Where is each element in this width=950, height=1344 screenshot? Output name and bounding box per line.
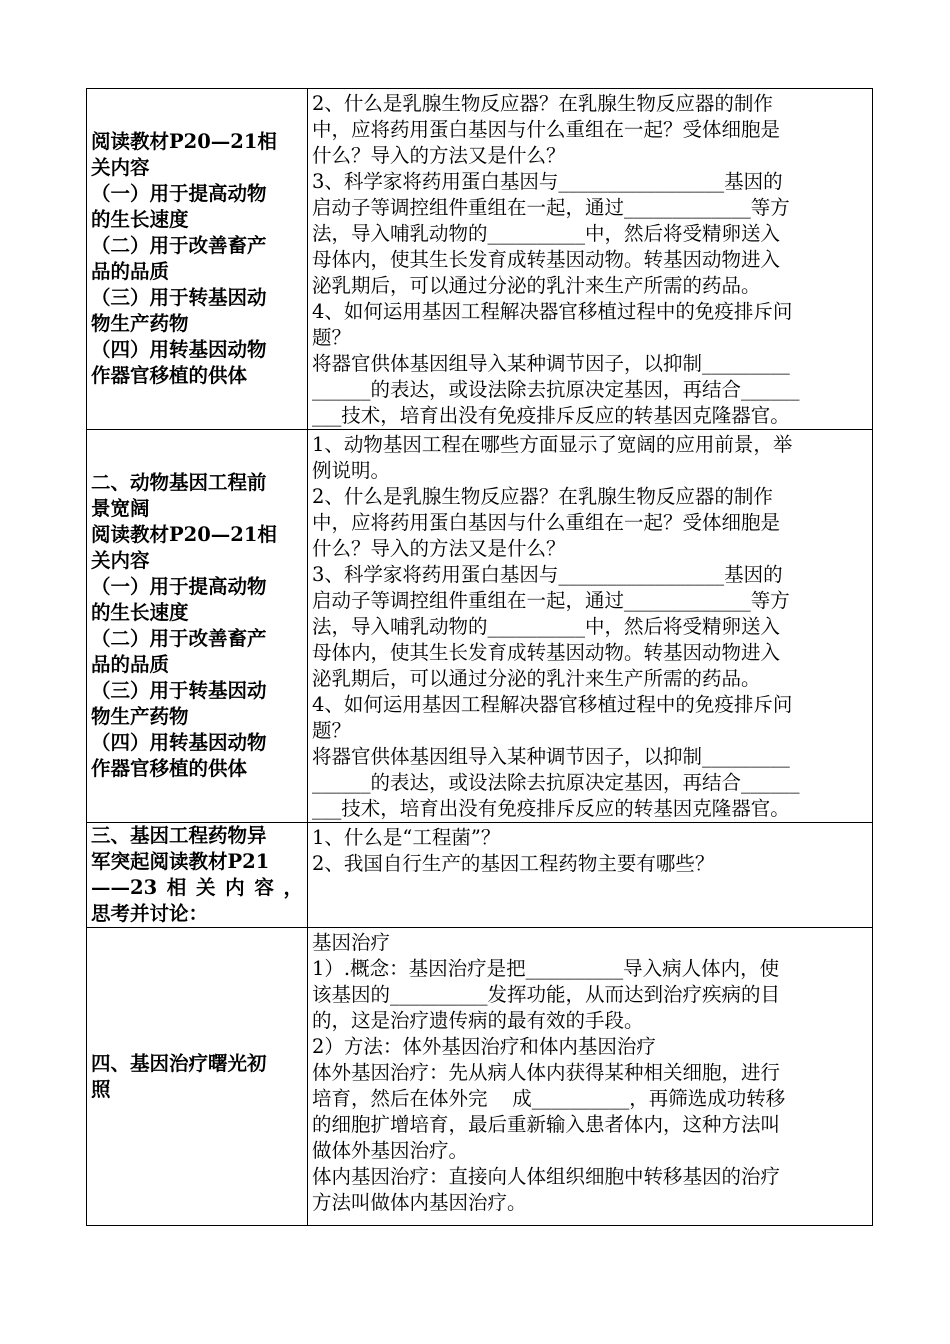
text-line: 法，导入哺乳动物的__________中，然后将受精卵送入 [312,615,781,638]
text-line: （一）用于提高动物 [91,182,267,205]
text-line: 将器官供体基因组导入某种调节因子，以抑制_________ [312,352,790,375]
text-line: 2、我国自行生产的基因工程药物主要有哪些？ [312,852,715,875]
text-line: 什么？导入的方法又是什么？ [312,144,566,167]
text-line: 物生产药物 [91,705,189,728]
text-line: ——23相关内容， [91,876,303,899]
text-line: 将器官供体基因组导入某种调节因子，以抑制_________ [312,745,790,768]
text-line: 关内容 [91,156,150,179]
text-line: 例说明。 [312,459,391,482]
text-line: （三）用于转基因动 [91,286,267,309]
text-line: 母体内，使其生长发育成转基因动物。转基因动物进入 [312,641,781,664]
text-line: 关内容 [91,549,150,572]
text-line: ______的表达，或设法除去抗原决定基因，再结合______ [312,771,800,794]
table-row [87,430,873,823]
text-line: 1）.概念：基因治疗是把__________导入病人体内，使 [312,957,780,980]
text-line: 法，导入哺乳动物的__________中，然后将受精卵送入 [312,222,781,245]
row3-content-cell [308,823,873,928]
text-line: 4、如何运用基因工程解决器官移植过程中的免疫排斥问 [312,693,793,716]
row1-topic-cell [87,89,308,430]
text-line: （三）用于转基因动 [91,679,267,702]
text-line: 的，这是治疗遗传病的最有效的手段。 [312,1009,644,1032]
text-line: 品的品质 [91,653,170,676]
text-line: 3、科学家将药用蛋白基因与_________________基因的 [312,563,783,586]
text-line: 的生长速度 [91,601,189,624]
row1-content-cell [308,89,873,430]
text-line: 体外基因治疗：先从病人体内获得某种相关细胞，进行 [312,1061,781,1084]
text-line: 体内基因治疗：直接向人体组织细胞中转移基因的治疗 [312,1165,781,1188]
text-line: 启动子等调控组件重组在一起，通过_____________等方 [312,196,790,219]
text-line: 1、动物基因工程在哪些方面显示了宽阔的应用前景，举 [312,433,793,456]
text-line: 物生产药物 [91,312,189,335]
worksheet-table [86,88,873,1226]
table-row [87,928,873,1226]
text-line: （二）用于改善畜产 [91,627,267,650]
row3-topic-cell [87,823,308,928]
text-line: ___技术，培育出没有免疫排斥反应的转基因克隆器官。 [312,797,790,820]
text-line: 2）方法：体外基因治疗和体内基因治疗 [312,1035,656,1058]
text-line: 题？ [312,719,352,742]
text-line: 中，应将药用蛋白基因与什么重组在一起？受体细胞是 [312,118,781,141]
text-line: 培育，然后在体外完 成__________，再筛选成功转移 [312,1087,786,1110]
text-line: （一）用于提高动物 [91,575,267,598]
row4-topic-cell [87,928,308,1226]
text-line: （四）用转基因动物 [91,338,267,361]
text-line: （二）用于改善畜产 [91,234,267,257]
text-line: 母体内，使其生长发育成转基因动物。转基因动物进入 [312,248,781,271]
text-line: 作器官移植的供体 [91,364,248,387]
text-line: 2、什么是乳腺生物反应器？在乳腺生物反应器的制作 [312,485,773,508]
text-line: 思考并讨论： [91,902,209,925]
text-line: 方法叫做体内基因治疗。 [312,1191,527,1214]
text-line: 泌乳期后，可以通过分泌的乳汁来生产所需的药品。 [312,667,761,690]
row2-content-cell [308,430,873,823]
text-line: 作器官移植的供体 [91,757,248,780]
text-line: 启动子等调控组件重组在一起，通过_____________等方 [312,589,790,612]
text-line: 四、基因治疗曙光初 [91,1051,267,1075]
text-line: 景宽阔 [91,497,150,520]
text-line: （四）用转基因动物 [91,731,267,754]
text-line: 做体外基因治疗。 [312,1139,469,1162]
text-line: 阅读教材P20—21相 [91,523,277,546]
text-line: 二、动物基因工程前 [91,471,267,494]
text-line: 什么？导入的方法又是什么？ [312,537,566,560]
text-line: 的生长速度 [91,208,189,231]
text-line: 的细胞扩增培育，最后重新输入患者体内，这种方法叫 [312,1113,781,1136]
text-line: 照 [91,1077,111,1101]
text-line: 泌乳期后，可以通过分泌的乳汁来生产所需的药品。 [312,274,761,297]
text-line: 品的品质 [91,260,170,283]
table-row [87,823,873,928]
row4-content-cell [308,928,873,1226]
text-line: 该基因的__________发挥功能，从而达到治疗疾病的目 [312,983,781,1006]
text-line: 阅读教材P20—21相 [91,130,277,153]
text-line: 三、基因工程药物异 [91,824,267,847]
table-row [87,89,873,430]
text-line: ______的表达，或设法除去抗原决定基因，再结合______ [312,378,800,401]
text-line: ___技术，培育出没有免疫排斥反应的转基因克隆器官。 [312,404,790,427]
text-line: 1、什么是“工程菌”？ [312,826,501,849]
text-line: 3、科学家将药用蛋白基因与_________________基因的 [312,170,783,193]
text-line: 军突起阅读教材P21 [91,850,270,873]
text-line: 2、什么是乳腺生物反应器？在乳腺生物反应器的制作 [312,92,773,115]
row2-topic-cell [87,430,308,823]
text-line: 中，应将药用蛋白基因与什么重组在一起？受体细胞是 [312,511,781,534]
text-line: 题？ [312,326,352,349]
text-line: 4、如何运用基因工程解决器官移植过程中的免疫排斥问 [312,300,793,323]
text-line: 基因治疗 [312,931,391,954]
